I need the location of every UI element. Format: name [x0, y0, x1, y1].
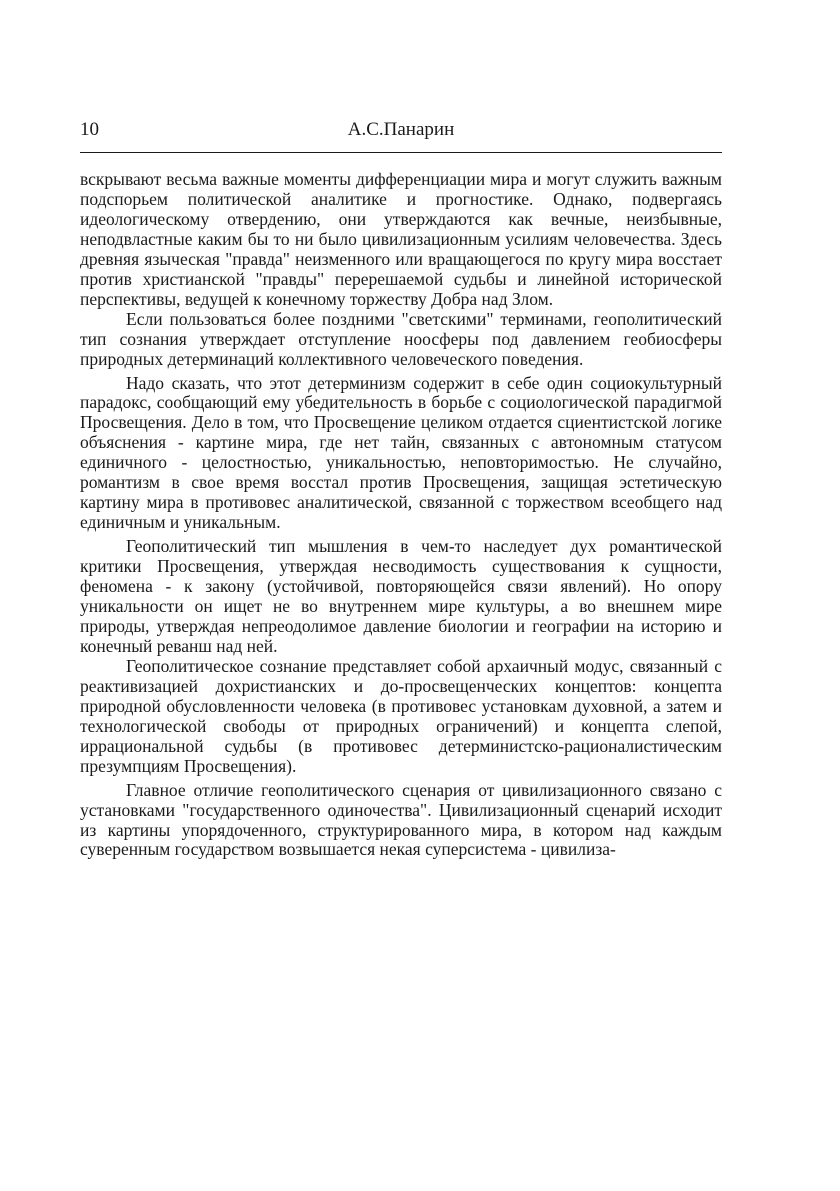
paragraph: Геополитическое сознание представляет собой архаичный модус, связанный с реактивизацией дохристианских и до-просвещенческих концептов: концепта природной обусловленности человека (в противовес установкам духовной, а затем и технологической свободы от природных ограничений) и концепта слепой, иррациональной судьбы (в противовес детерминистско-рационалистическим презумпциям Просвещения). [80, 655, 722, 776]
paragraph: Геополитический тип мышления в чем-то наследует дух романтической критики Просвещения, утверждая несводимость существования к сущности, феномена - к закону (устойчивой, повторяющейся связи явлений). Но опору уникальности он ищет не во внутреннем мире культуры, а во внешнем мире природы, утверждая непреодолимое давление биологии и географии на историю и конечный реванш над ней. [80, 536, 722, 656]
running-head [80, 116, 722, 144]
page-number: 10 [80, 119, 99, 140]
paragraph: Надо сказать, что этот детерминизм содержит в себе один социокультурный парадокс, сообщающий ему убедительность в борьбе с социологической парадигмой Просвещения. Дело в том, что Просвещение целиком отдается сциентистской логике объяснения - картине мира, где нет тайн, связанных с автономным статусом единичного - целостностью, уникальностью, неповторимостью. Не случайно, романтизм в свое время восстал против Просвещения, защищая эстетическую картину мира в противовес аналитической, связанной с торжеством всеобщего над единичным и уникальным. [80, 372, 722, 533]
paragraph: Главное отличие геополитического сценария от цивилизационного связано с установками "государственного одиночества". Цивилизационный сценарий исходит из картины упорядоченного, структурированного мира, в котором над каждым суверенным государством возвышается некая суперсистема - цивилиза- [80, 779, 722, 860]
body-text [80, 170, 722, 860]
running-head-author: А.С.Панарин [347, 119, 455, 140]
paragraph: вскрывают весьма важные моменты дифференциации мира и могут служить важным подспорьем политической аналитике и прогностике. Однако, подвергаясь идеологическому отвердению, они утверждаются как вечные, неизбывные, неподвластные каким бы то ни было цивилизационным усилиям человечества. Здесь древняя языческая "правда" неизменного или вращающегося по кругу мира восстает против христианской "правды" перерешаемой судьбы и линейной исторической перспективы, ведущей к конечному торжеству Добра над Злом. [80, 169, 722, 309]
header-rule [80, 152, 722, 153]
paragraph: Если пользоваться более поздними "светскими" терминами, геополитический тип сознания утверждает отступление ноосферы под давлением геобиосферы природных детерминаций коллективного человеческого поведения. [80, 308, 722, 369]
